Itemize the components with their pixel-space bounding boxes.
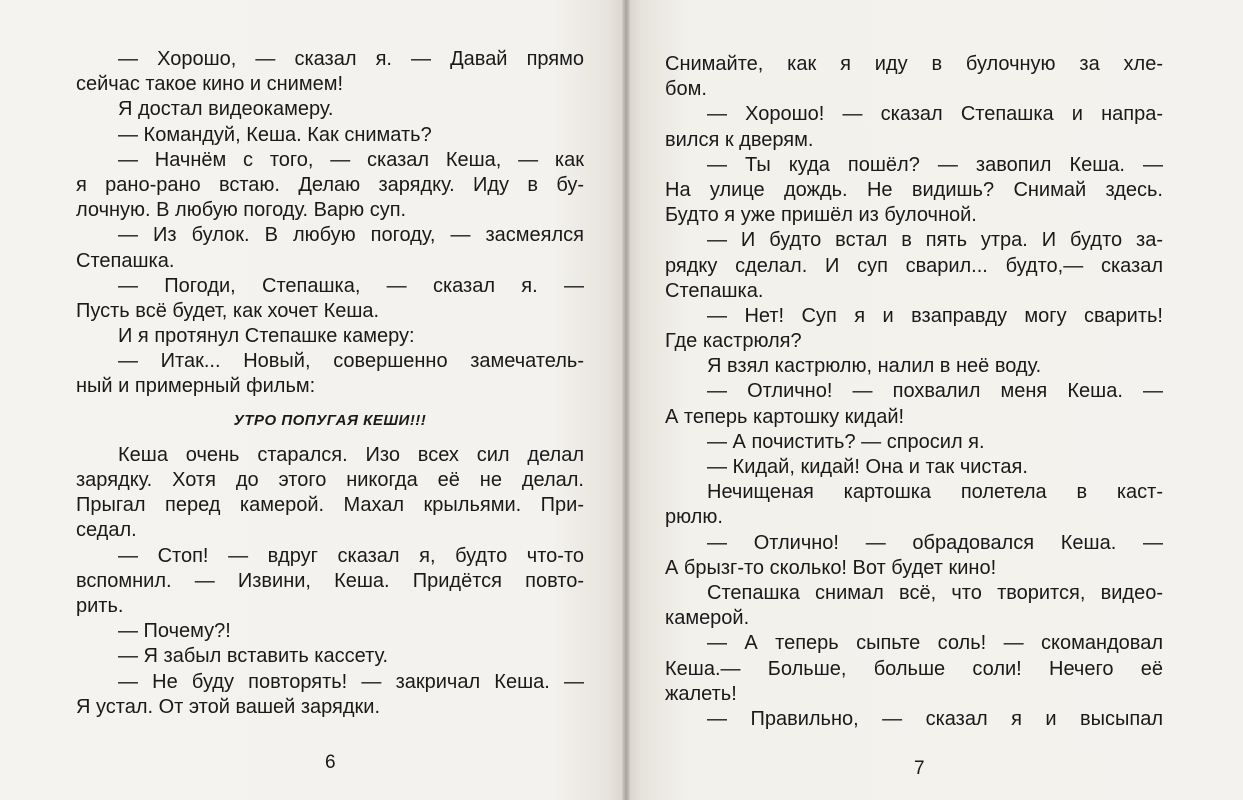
text-line: рить. (76, 594, 124, 617)
chapter-heading: УТРО ПОПУГАЯ КЕШИ!!! (233, 411, 427, 429)
text-line: Степашка. (665, 279, 764, 302)
text-line: — И будто встал в пять утра. И будто за- (707, 229, 1163, 252)
text-line: вился к дверям. (665, 128, 814, 151)
text-line: Степашка снимал всё, что творится, видео- (707, 581, 1163, 604)
left-page-text (76, 47, 584, 720)
text-line: Прыгал перед камерой. Махал крыльями. При- (76, 494, 584, 517)
text-line: — Нет! Суп я и взаправду могу сварить! (707, 304, 1163, 327)
text-line: — Из булок. В любую погоду, — засмеялся (118, 224, 584, 247)
text-line: сейчас такое кино и снимем! (76, 73, 344, 96)
text-line: Где кастрюля? (665, 330, 802, 353)
page-number: 6 (325, 752, 336, 773)
text-line: вспомнил. — Извини, Кеша. Придётся повто- (76, 569, 584, 592)
text-line: ный и примерный фильм: (76, 375, 316, 398)
text-line: — Ты куда пошёл? — завопил Кеша. — (707, 153, 1163, 176)
text-line: Кеша.— Больше, больше соли! Нечего её (665, 657, 1163, 680)
text-line: — Отлично! — обрадовался Кеша. — (707, 531, 1163, 554)
text-line: — Кидай, кидай! Она и так чистая. (707, 456, 1028, 478)
text-line: Будто я уже пришёл из булочной. (665, 204, 977, 227)
text-line: камерой. (665, 607, 750, 630)
text-line: Пусть всё будет, как хочет Кеша. (76, 299, 380, 322)
right-page-text (665, 52, 1163, 732)
text-line: — Правильно, — сказал я и высыпал (707, 707, 1163, 730)
text-line: лочную. В любую погоду. Варю суп. (76, 199, 407, 222)
text-line: Нечищеная картошка полетела в каст- (707, 481, 1163, 504)
text-line: А теперь картошку кидай! (665, 405, 905, 428)
text-line: Я устал. От этой вашей зарядки. (76, 695, 381, 718)
text-line: Я достал видеокамеру. (118, 98, 334, 121)
text-line: — Начнём с того, — сказал Кеша, — как (118, 148, 584, 171)
book-gutter (622, 0, 630, 800)
text-line: А брызг-то сколько! Вот будет кино! (665, 556, 997, 579)
text-line: — Стоп! — вдруг сказал я, будто что-то (118, 544, 584, 567)
text-line: На улице дождь. Не видишь? Снимай здесь. (665, 178, 1163, 201)
text-line: — Я забыл вставить кассету. (118, 645, 389, 668)
text-line: — Отлично! — похвалил меня Кеша. — (707, 380, 1163, 403)
text-line: жалеть! (665, 682, 737, 705)
right-page (626, 0, 1243, 800)
text-line: бом. (665, 78, 707, 101)
text-line: — А почистить? — спросил я. (707, 430, 985, 453)
text-line: — Погоди, Степашка, — сказал я. — (118, 274, 584, 297)
text-line: — Не буду повторять! — закричал Кеша. — (118, 670, 584, 693)
text-line: — Почему?! (118, 620, 231, 643)
text-line: — Итак... Новый, совершенно замечатель- (118, 350, 584, 373)
text-line: И я протянул Степашке камеру: (118, 325, 415, 348)
text-line: Кеша очень старался. Изо всех сил делал (118, 443, 584, 466)
text-line: — А теперь сыпьте соль! — скомандовал (707, 632, 1163, 655)
text-line: зарядку. Хотя до этого никогда её не делал. (76, 469, 584, 491)
text-line: — Хорошо! — сказал Степашка и напра- (707, 103, 1163, 126)
text-line: я рано-рано встаю. Делаю зарядку. Иду в бу- (76, 173, 584, 196)
text-line: рядку сделал. И суп сварил... будто,— сказал (665, 254, 1163, 277)
text-line: Степашка. (76, 249, 175, 272)
text-line: Я взял кастрюлю, налил в неё воду. (707, 355, 1042, 378)
text-line: — Хорошо, — сказал я. — Давай прямо (118, 48, 584, 70)
text-line: седал. (76, 519, 137, 542)
text-line: Снимайте, как я иду в булочную за хле- (665, 53, 1163, 75)
text-line: — Командуй, Кеша. Как снимать? (118, 123, 432, 146)
page-number: 7 (914, 758, 925, 779)
text-line: рюлю. (665, 506, 723, 529)
